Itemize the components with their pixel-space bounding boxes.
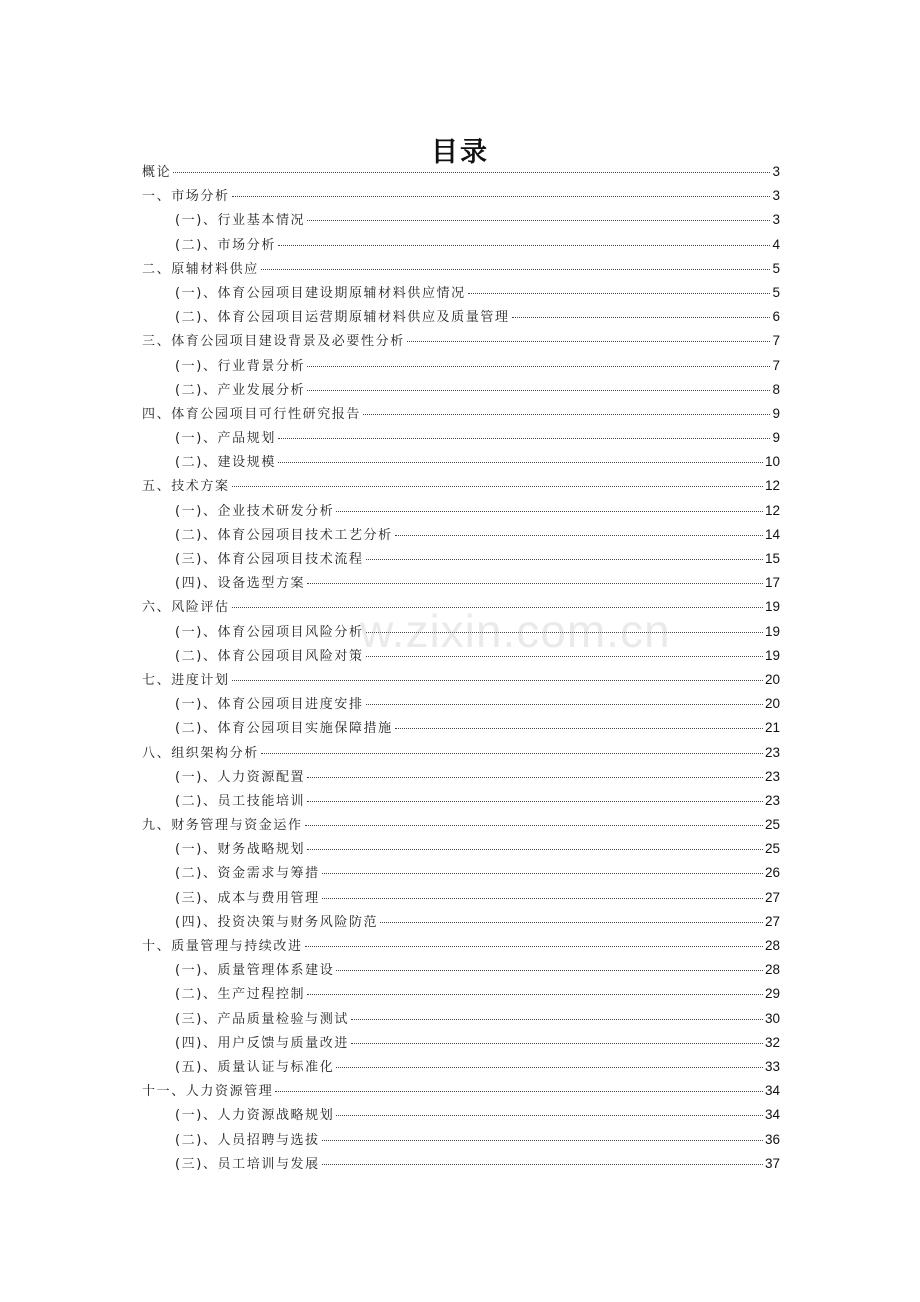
toc-entry-page-number: 36 bbox=[764, 1131, 780, 1147]
toc-entry[interactable] bbox=[142, 233, 780, 257]
toc-entry-label: 十一、人力资源管理 bbox=[142, 1084, 274, 1100]
toc-entry-page-number: 20 bbox=[764, 671, 780, 687]
toc-entry-page-number: 3 bbox=[772, 164, 780, 179]
toc-dot-leader bbox=[322, 898, 763, 899]
toc-entry-label: (一)、质量管理体系建设 bbox=[175, 963, 335, 979]
toc-entry[interactable] bbox=[142, 305, 780, 329]
toc-entry[interactable] bbox=[142, 329, 780, 353]
toc-entry[interactable] bbox=[142, 1128, 780, 1152]
toc-dot-leader bbox=[512, 317, 771, 318]
toc-entry[interactable] bbox=[142, 208, 780, 232]
toc-entry[interactable] bbox=[142, 837, 780, 861]
toc-entry-page-number: 3 bbox=[772, 188, 780, 204]
toc-entry[interactable] bbox=[142, 741, 780, 765]
toc-entry-label: 八、组织架构分析 bbox=[142, 745, 259, 761]
toc-entry-label: (一)、企业技术研发分析 bbox=[175, 503, 335, 519]
toc-entry-page-number: 8 bbox=[772, 381, 780, 397]
toc-entry[interactable] bbox=[142, 281, 780, 305]
toc-entry-page-number: 19 bbox=[764, 599, 780, 615]
toc-dot-leader bbox=[173, 172, 770, 173]
toc-dot-leader bbox=[322, 873, 763, 874]
toc-entry[interactable] bbox=[142, 547, 780, 571]
toc-entry-page-number: 21 bbox=[764, 720, 780, 736]
toc-entry[interactable] bbox=[142, 668, 780, 692]
toc-entry[interactable] bbox=[142, 1055, 780, 1079]
toc-entry-page-number: 25 bbox=[764, 841, 780, 857]
toc-entry-label: 概论 bbox=[142, 165, 172, 180]
toc-entry-label: (一)、人力资源配置 bbox=[175, 769, 306, 785]
toc-entry[interactable] bbox=[142, 354, 780, 378]
toc-dot-leader bbox=[407, 341, 771, 342]
toc-dot-leader bbox=[232, 607, 763, 608]
toc-entry-label: (二)、体育公园项目风险对策 bbox=[175, 648, 364, 664]
page-title: 目录 bbox=[431, 137, 489, 169]
toc-dot-leader bbox=[261, 753, 763, 754]
toc-entry-page-number: 20 bbox=[764, 696, 780, 712]
toc-entry[interactable] bbox=[142, 160, 780, 184]
toc-entry-page-number: 12 bbox=[764, 478, 780, 494]
toc-entry-label: (四)、设备选型方案 bbox=[175, 576, 306, 592]
toc-entry[interactable] bbox=[142, 1007, 780, 1031]
toc-entry-label: (一)、人力资源战略规划 bbox=[175, 1108, 335, 1124]
toc-dot-leader bbox=[307, 583, 763, 584]
toc-dot-leader bbox=[366, 704, 763, 705]
toc-entry-label: (三)、产品质量检验与测试 bbox=[175, 1011, 349, 1027]
toc-entry-page-number: 28 bbox=[764, 962, 780, 978]
toc-dot-leader bbox=[232, 486, 763, 487]
toc-entry-label: (一)、体育公园项目进度安排 bbox=[175, 697, 364, 713]
toc-entry-page-number: 37 bbox=[764, 1155, 780, 1171]
toc-dot-leader bbox=[307, 849, 763, 850]
toc-entry[interactable] bbox=[142, 765, 780, 789]
toc-entry[interactable] bbox=[142, 1031, 780, 1055]
toc-dot-leader bbox=[363, 414, 770, 415]
toc-entry[interactable] bbox=[142, 450, 780, 474]
toc-entry[interactable] bbox=[142, 692, 780, 716]
toc-entry-label: (一)、行业背景分析 bbox=[175, 358, 306, 374]
toc-dot-leader bbox=[261, 269, 771, 270]
toc-entry-label: 一、市场分析 bbox=[142, 189, 230, 205]
toc-entry-label: 四、体育公园项目可行性研究报告 bbox=[142, 406, 362, 422]
toc-dot-leader bbox=[468, 293, 771, 294]
toc-entry[interactable] bbox=[142, 426, 780, 450]
toc-entry-page-number: 15 bbox=[764, 551, 780, 566]
toc-entry-page-number: 26 bbox=[764, 865, 780, 881]
toc-entry[interactable] bbox=[142, 378, 780, 402]
toc-entry-label: (二)、人员招聘与选拔 bbox=[175, 1132, 320, 1148]
toc-entry-page-number: 23 bbox=[764, 744, 780, 760]
toc-dot-leader bbox=[351, 1019, 763, 1020]
toc-entry[interactable] bbox=[142, 644, 780, 668]
toc-entry[interactable] bbox=[142, 474, 780, 498]
toc-entry[interactable] bbox=[142, 886, 780, 910]
toc-entry-page-number: 33 bbox=[764, 1058, 780, 1074]
toc-entry-label: 二、原辅材料供应 bbox=[142, 261, 259, 277]
toc-entry-page-number: 7 bbox=[772, 333, 780, 349]
toc-entry-page-number: 27 bbox=[764, 913, 780, 929]
toc-dot-leader bbox=[351, 1043, 763, 1044]
toc-entry[interactable] bbox=[142, 958, 780, 982]
toc-entry-label: 五、技术方案 bbox=[142, 479, 230, 495]
toc-dot-leader bbox=[336, 1067, 763, 1068]
toc-entry-page-number: 25 bbox=[764, 817, 780, 833]
toc-dot-leader bbox=[307, 801, 763, 802]
toc-entry-label: (三)、体育公园项目技术流程 bbox=[175, 552, 364, 567]
toc-entry-page-number: 19 bbox=[764, 623, 780, 639]
toc-entry-page-number: 14 bbox=[764, 526, 780, 542]
toc-entry-page-number: 7 bbox=[772, 357, 780, 373]
toc-entry-page-number: 3 bbox=[772, 212, 780, 228]
toc-entry[interactable] bbox=[142, 571, 780, 595]
toc-entry-page-number: 23 bbox=[764, 792, 780, 808]
toc-dot-leader bbox=[395, 728, 763, 729]
toc-entry[interactable] bbox=[142, 595, 780, 619]
toc-entry-label: (一)、产品规划 bbox=[175, 431, 276, 447]
toc-dot-leader bbox=[305, 946, 763, 947]
toc-entry-label: (二)、产业发展分析 bbox=[175, 382, 306, 398]
toc-entry[interactable] bbox=[142, 716, 780, 740]
toc-entry-label: (二)、市场分析 bbox=[175, 237, 276, 253]
toc-dot-leader bbox=[336, 1115, 763, 1116]
toc-entry[interactable] bbox=[142, 257, 780, 281]
toc-dot-leader bbox=[278, 462, 763, 463]
toc-entry[interactable] bbox=[142, 402, 780, 426]
toc-dot-leader bbox=[307, 390, 770, 391]
toc-dot-leader bbox=[366, 559, 763, 560]
toc-entry-label: (四)、投资决策与财务风险防范 bbox=[175, 914, 379, 930]
toc-entry-label: 七、进度计划 bbox=[142, 672, 230, 688]
toc-entry-label: (三)、员工培训与发展 bbox=[175, 1156, 320, 1172]
toc-entry[interactable] bbox=[142, 1079, 780, 1103]
toc-entry[interactable] bbox=[142, 620, 780, 644]
toc-entry[interactable] bbox=[142, 184, 780, 208]
toc-entry-page-number: 27 bbox=[764, 889, 780, 905]
toc-entry[interactable] bbox=[142, 1103, 780, 1127]
toc-entry-label: (二)、体育公园项目技术工艺分析 bbox=[175, 527, 393, 543]
toc-entry-page-number: 23 bbox=[764, 768, 780, 784]
toc-dot-leader bbox=[307, 366, 770, 367]
toc-dot-leader bbox=[305, 825, 763, 826]
toc-dot-leader bbox=[380, 922, 763, 923]
toc-dot-leader bbox=[395, 535, 763, 536]
watermark: w.zixin.com.cn bbox=[360, 605, 671, 657]
toc-entry-label: (二)、员工技能培训 bbox=[175, 793, 306, 809]
toc-entry-label: (二)、体育公园项目实施保障措施 bbox=[175, 721, 393, 737]
toc-dot-leader bbox=[336, 511, 763, 512]
toc-dot-leader bbox=[366, 656, 763, 657]
toc-entry-page-number: 10 bbox=[764, 454, 780, 470]
toc-entry-label: (二)、体育公园项目运营期原辅材料供应及质量管理 bbox=[175, 310, 510, 326]
toc-entry-label: (四)、用户反馈与质量改进 bbox=[175, 1035, 349, 1051]
toc-entry[interactable] bbox=[142, 982, 780, 1006]
toc-entry-page-number: 17 bbox=[764, 575, 780, 591]
toc-entry-label: 六、风险评估 bbox=[142, 600, 230, 616]
toc-dot-leader bbox=[366, 632, 763, 633]
toc-entry[interactable] bbox=[142, 1152, 780, 1176]
toc-entry[interactable] bbox=[142, 813, 780, 837]
toc-entry-page-number: 29 bbox=[764, 986, 780, 1002]
toc-entry-page-number: 34 bbox=[764, 1083, 780, 1099]
toc-entry-page-number: 28 bbox=[764, 938, 780, 953]
toc-entry-label: (三)、成本与费用管理 bbox=[175, 890, 320, 906]
toc-entry-label: 九、财务管理与资金运作 bbox=[142, 818, 303, 834]
toc-entry-page-number: 6 bbox=[772, 309, 780, 325]
toc-entry[interactable] bbox=[142, 523, 780, 547]
toc-entry-page-number: 32 bbox=[764, 1034, 780, 1050]
toc-entry-label: (一)、体育公园项目风险分析 bbox=[175, 624, 364, 640]
toc-dot-leader bbox=[278, 438, 771, 439]
toc-dot-leader bbox=[278, 245, 771, 246]
toc-entry-page-number: 12 bbox=[764, 502, 780, 518]
toc-entry-label: (五)、质量认证与标准化 bbox=[175, 1059, 335, 1075]
toc-entry[interactable] bbox=[142, 789, 780, 813]
toc-entry-label: (二)、建设规模 bbox=[175, 455, 276, 471]
toc-entry[interactable] bbox=[142, 910, 780, 934]
toc-entry-label: (一)、体育公园项目建设期原辅材料供应情况 bbox=[175, 285, 466, 301]
toc-entry-page-number: 4 bbox=[772, 236, 780, 252]
table-of-contents bbox=[142, 160, 780, 1176]
toc-dot-leader bbox=[307, 220, 770, 221]
toc-entry-label: 十、质量管理与持续改进 bbox=[142, 939, 303, 954]
toc-entry-label: (一)、行业基本情况 bbox=[175, 213, 306, 229]
toc-entry-page-number: 5 bbox=[772, 284, 780, 300]
toc-entry[interactable] bbox=[142, 861, 780, 885]
toc-entry-page-number: 19 bbox=[764, 647, 780, 663]
toc-entry-label: (二)、资金需求与筹措 bbox=[175, 866, 320, 882]
toc-entry-page-number: 5 bbox=[772, 260, 780, 276]
toc-entry-page-number: 34 bbox=[764, 1107, 780, 1123]
toc-dot-leader bbox=[232, 196, 771, 197]
toc-dot-leader bbox=[322, 1164, 763, 1165]
toc-entry[interactable] bbox=[142, 499, 780, 523]
toc-entry[interactable] bbox=[142, 934, 780, 958]
toc-entry-label: (二)、生产过程控制 bbox=[175, 987, 306, 1003]
toc-entry-page-number: 30 bbox=[764, 1010, 780, 1026]
toc-dot-leader bbox=[307, 994, 763, 995]
toc-entry-page-number: 9 bbox=[772, 430, 780, 446]
toc-dot-leader bbox=[336, 970, 763, 971]
toc-entry-label: 三、体育公园项目建设背景及必要性分析 bbox=[142, 334, 405, 350]
toc-dot-leader bbox=[232, 680, 763, 681]
toc-entry-page-number: 9 bbox=[772, 405, 780, 421]
toc-dot-leader bbox=[307, 777, 763, 778]
toc-entry-label: (一)、财务战略规划 bbox=[175, 842, 306, 858]
toc-dot-leader bbox=[322, 1140, 763, 1141]
toc-dot-leader bbox=[275, 1091, 763, 1092]
